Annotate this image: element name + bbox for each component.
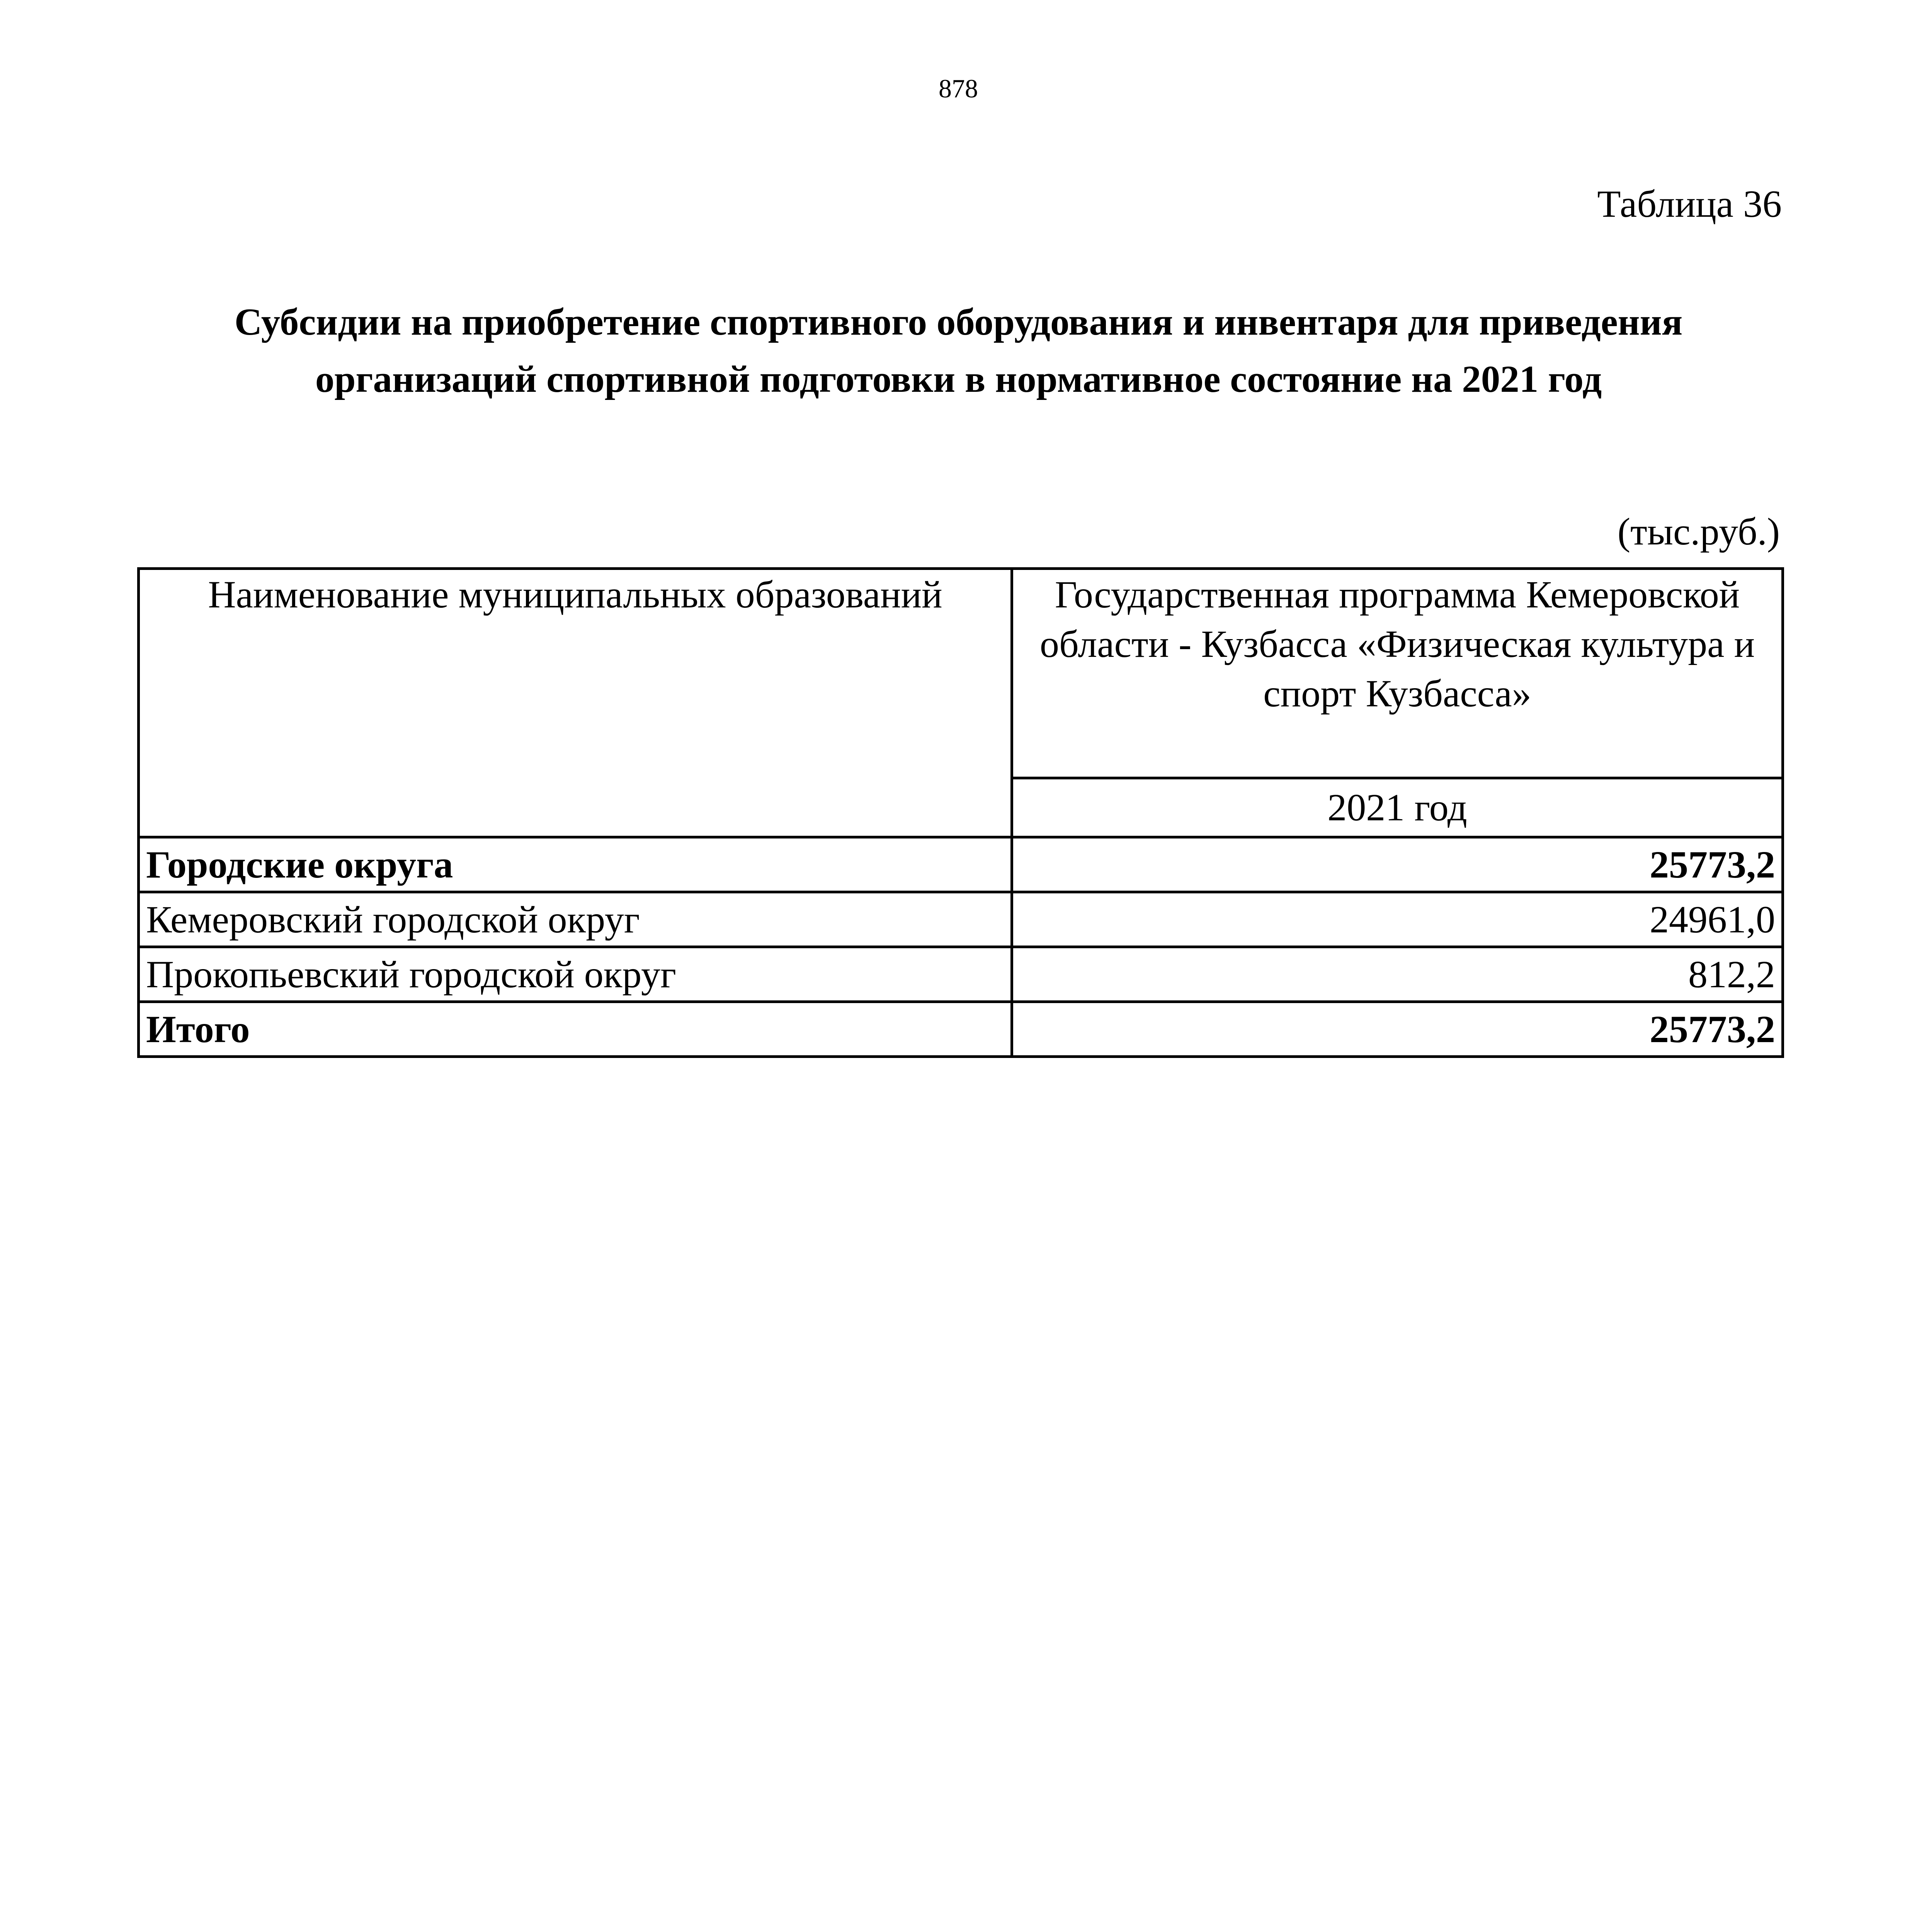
- table-row-total: [139, 1002, 1783, 1057]
- table-header-row: [139, 569, 1783, 778]
- row-value: 24961,0: [1012, 892, 1783, 947]
- row-name: Итого: [139, 1002, 1012, 1057]
- row-name: Прокопьевский городской округ: [139, 947, 1012, 1002]
- row-value: 812,2: [1012, 947, 1783, 1002]
- subsidy-table: [137, 567, 1784, 1058]
- header-year: 2021 год: [1012, 778, 1783, 837]
- table-row-urban-districts: [139, 837, 1783, 892]
- document-title: Субсидии на приобретение спортивного оборудования и инвентаря для приведения организаций спортивной подготовки в нормативное состояние на 2021 год: [234, 301, 1683, 400]
- header-program: Государственная программа Кемеровской области - Кузбасса «Физическая культура и спорт Кузбасса»: [1012, 569, 1783, 778]
- table-number: Таблица 36: [1597, 182, 1782, 225]
- header-municipality: Наименование муниципальных образований: [139, 569, 1012, 837]
- table-row-prokopyevsk: [139, 947, 1783, 1002]
- table-row-kemerovo: [139, 892, 1783, 947]
- row-value: 25773,2: [1012, 837, 1783, 892]
- row-name: Городские округа: [139, 837, 1012, 892]
- units-label: (тыс.руб.): [1617, 510, 1780, 553]
- row-name: Кемеровский городской округ: [139, 892, 1012, 947]
- row-value: 25773,2: [1012, 1002, 1783, 1057]
- page-number: 878: [939, 74, 978, 103]
